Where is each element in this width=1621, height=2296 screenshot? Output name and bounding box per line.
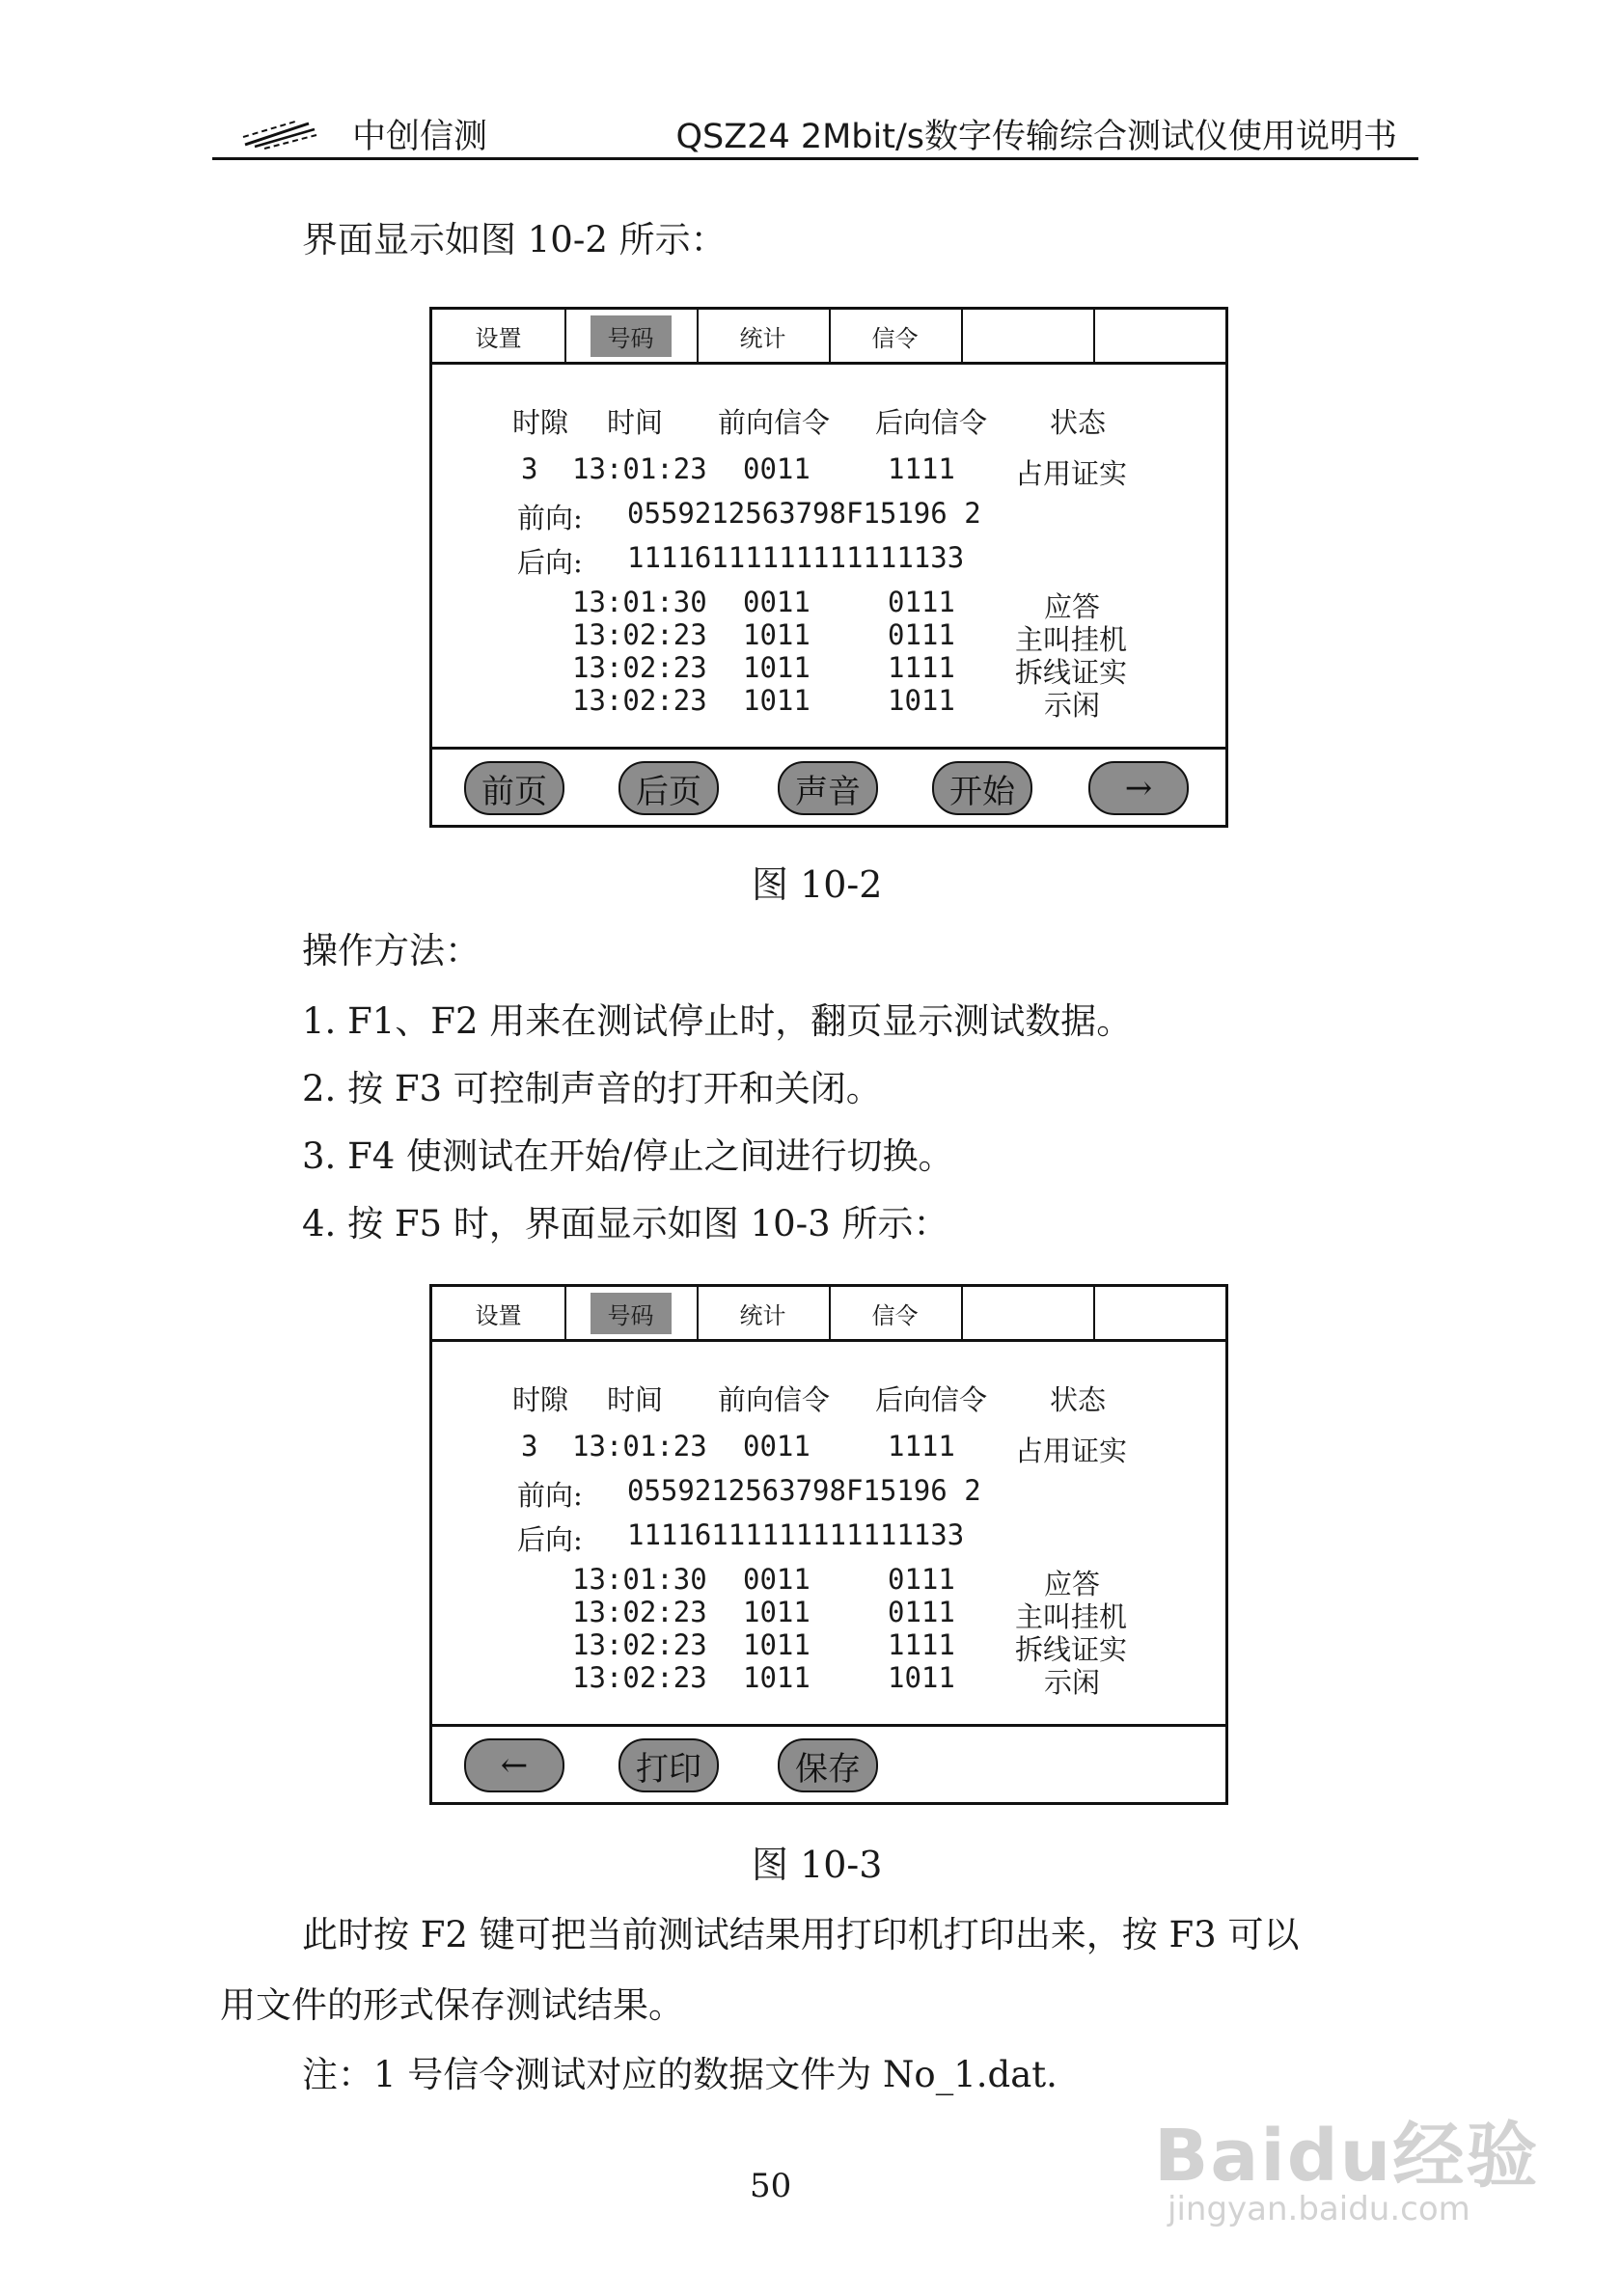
col-slot: 时隙 bbox=[512, 1383, 569, 1416]
forward-label: 前向: bbox=[517, 1479, 583, 1512]
col-state: 状态 bbox=[1050, 1383, 1107, 1416]
forward-value: 0011 bbox=[743, 1430, 810, 1462]
col-time: 时间 bbox=[607, 406, 664, 439]
forward-label: 前向: bbox=[517, 502, 583, 534]
row-state: 示闲 bbox=[1044, 689, 1101, 722]
slot-value: 3 bbox=[521, 452, 538, 485]
prev-page-button[interactable]: 前页 bbox=[464, 761, 564, 815]
row-backward: 1111 bbox=[888, 1628, 955, 1661]
backward-number: 11116111111111111133 bbox=[627, 541, 965, 574]
row-time: 13:02:23 bbox=[572, 1661, 707, 1694]
tab-number[interactable]: 号码 bbox=[564, 1287, 699, 1339]
state-value: 占用证实 bbox=[1015, 1435, 1128, 1467]
col-time: 时间 bbox=[607, 1383, 664, 1416]
tab-bar bbox=[432, 1287, 1225, 1342]
row-state: 主叫挂机 bbox=[1015, 623, 1128, 656]
tab-statistics[interactable]: 统计 bbox=[697, 1287, 831, 1339]
row-backward: 1011 bbox=[888, 684, 955, 717]
col-backward: 后向信令 bbox=[875, 1383, 988, 1416]
figure-caption-10-2: 图 10-2 bbox=[752, 863, 883, 906]
row-forward: 1011 bbox=[743, 1628, 810, 1661]
col-forward: 前向信令 bbox=[718, 1383, 831, 1416]
row-forward: 0011 bbox=[743, 1563, 810, 1596]
tab-signaling[interactable]: 信令 bbox=[829, 1287, 963, 1339]
row-time: 13:02:23 bbox=[572, 651, 707, 684]
row-backward: 1011 bbox=[888, 1661, 955, 1694]
row-state: 拆线证实 bbox=[1015, 656, 1128, 689]
row-backward: 1111 bbox=[888, 651, 955, 684]
row-backward: 0111 bbox=[888, 618, 955, 651]
ops-title: 操作方法： bbox=[302, 930, 481, 971]
col-forward: 前向信令 bbox=[718, 406, 831, 439]
tab-settings[interactable]: 设置 bbox=[432, 1287, 566, 1339]
slot-value: 3 bbox=[521, 1430, 538, 1462]
row-time: 13:01:30 bbox=[572, 586, 707, 618]
forward-number: 0559212563798F15196 2 bbox=[627, 1474, 981, 1507]
figure-caption-10-3: 图 10-3 bbox=[752, 1844, 883, 1886]
backward-label: 后向: bbox=[517, 1523, 583, 1556]
note-text: 注：1 号信令测试对应的数据文件为 No_1.dat. bbox=[302, 2054, 1058, 2095]
row-state: 应答 bbox=[1044, 590, 1101, 623]
row-state: 主叫挂机 bbox=[1015, 1600, 1128, 1633]
tab-signaling[interactable]: 信令 bbox=[829, 310, 963, 362]
back-arrow-button[interactable]: ← bbox=[464, 1738, 564, 1792]
row-time: 13:02:23 bbox=[572, 618, 707, 651]
ops-item-3: 3. F4 使测试在开始/停止之间进行切换。 bbox=[302, 1135, 954, 1177]
row-forward: 0011 bbox=[743, 586, 810, 618]
watermark-logo: Baidu经验 bbox=[1154, 2115, 1540, 2198]
row-state: 应答 bbox=[1044, 1568, 1101, 1600]
time-value: 13:01:23 bbox=[572, 452, 707, 485]
body-line-2: 用文件的形式保存测试结果。 bbox=[220, 1984, 684, 2026]
row-time: 13:02:23 bbox=[572, 1628, 707, 1661]
sound-button[interactable]: 声音 bbox=[778, 761, 878, 815]
row-time: 13:01:30 bbox=[572, 1563, 707, 1596]
company-logo-icon bbox=[241, 118, 318, 150]
page-header bbox=[212, 104, 1418, 162]
row-forward: 1011 bbox=[743, 684, 810, 717]
save-button[interactable]: 保存 bbox=[778, 1738, 878, 1792]
col-state: 状态 bbox=[1050, 406, 1107, 439]
tab-statistics[interactable]: 统计 bbox=[697, 310, 831, 362]
row-forward: 1011 bbox=[743, 651, 810, 684]
row-backward: 0111 bbox=[888, 1596, 955, 1628]
col-backward: 后向信令 bbox=[875, 406, 988, 439]
page-number: 50 bbox=[750, 2167, 792, 2205]
start-button[interactable]: 开始 bbox=[932, 761, 1032, 815]
backward-value: 1111 bbox=[888, 1430, 955, 1462]
screen-figure-10-3 bbox=[429, 1284, 1228, 1805]
next-menu-arrow-button[interactable]: → bbox=[1088, 761, 1189, 815]
ops-item-2: 2. 按 F3 可控制声音的打开和关闭。 bbox=[302, 1068, 882, 1109]
backward-number: 11116111111111111133 bbox=[627, 1518, 965, 1551]
softkey-bar bbox=[432, 1724, 1225, 1802]
tab-bar bbox=[432, 310, 1225, 365]
tab-empty-5[interactable] bbox=[961, 1287, 1095, 1339]
tab-settings[interactable]: 设置 bbox=[432, 310, 566, 362]
tab-empty-5[interactable] bbox=[961, 310, 1095, 362]
state-value: 占用证实 bbox=[1015, 457, 1128, 490]
row-state: 示闲 bbox=[1044, 1666, 1101, 1699]
forward-number: 0559212563798F15196 2 bbox=[627, 497, 981, 530]
softkey-bar bbox=[432, 747, 1225, 825]
ops-item-1: 1. F1、F2 用来在测试停止时，翻页显示测试数据。 bbox=[302, 1000, 1133, 1042]
row-time: 13:02:23 bbox=[572, 1596, 707, 1628]
tab-empty-6[interactable] bbox=[1093, 1287, 1225, 1339]
row-backward: 0111 bbox=[888, 586, 955, 618]
header-title: QSZ24 2Mbit/s数字传输综合测试仪使用说明书 bbox=[675, 118, 1397, 156]
row-state: 拆线证实 bbox=[1015, 1633, 1128, 1666]
backward-value: 1111 bbox=[888, 452, 955, 485]
row-forward: 1011 bbox=[743, 1661, 810, 1694]
next-page-button[interactable]: 后页 bbox=[618, 761, 719, 815]
tab-number[interactable]: 号码 bbox=[564, 310, 699, 362]
print-button[interactable]: 打印 bbox=[618, 1738, 719, 1792]
intro-text: 界面显示如图 10-2 所示： bbox=[302, 219, 727, 260]
header-rule bbox=[212, 157, 1418, 160]
col-slot: 时隙 bbox=[512, 406, 569, 439]
ops-item-4: 4. 按 F5 时，界面显示如图 10-3 所示： bbox=[302, 1203, 949, 1244]
time-value: 13:01:23 bbox=[572, 1430, 707, 1462]
tab-empty-6[interactable] bbox=[1093, 310, 1225, 362]
screen-figure-10-2 bbox=[429, 307, 1228, 828]
watermark-url: jingyan.baidu.com bbox=[1168, 2190, 1470, 2228]
body-line-1: 此时按 F2 键可把当前测试结果用打印机打印出来，按 F3 可以 bbox=[302, 1914, 1300, 1955]
row-forward: 1011 bbox=[743, 618, 810, 651]
backward-label: 后向: bbox=[517, 546, 583, 579]
row-backward: 0111 bbox=[888, 1563, 955, 1596]
baidu-watermark bbox=[1154, 2099, 1540, 2234]
forward-value: 0011 bbox=[743, 452, 810, 485]
row-time: 13:02:23 bbox=[572, 684, 707, 717]
header-company: 中创信测 bbox=[352, 118, 488, 156]
row-forward: 1011 bbox=[743, 1596, 810, 1628]
